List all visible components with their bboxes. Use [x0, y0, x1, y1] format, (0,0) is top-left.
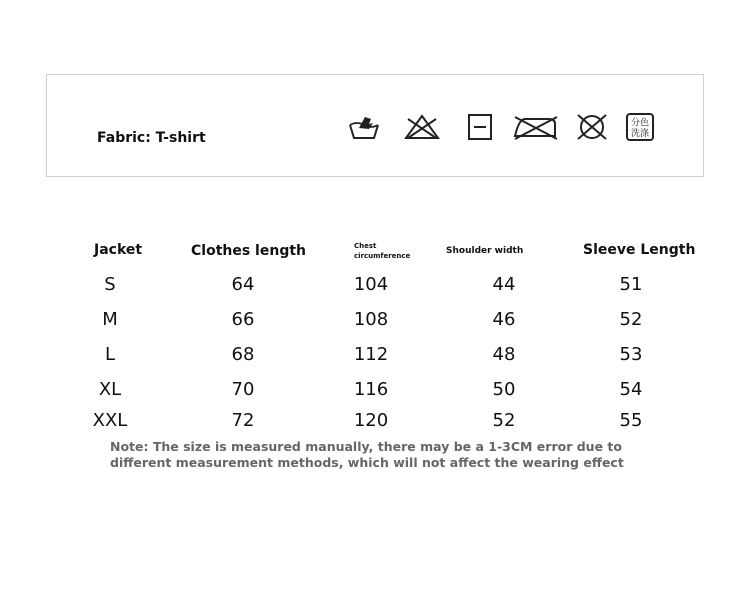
cell-sleeve: 54 [619, 379, 643, 400]
cell-size: S [104, 274, 116, 295]
cell-shoulder: 46 [492, 309, 516, 330]
cell-sleeve: 52 [619, 309, 643, 330]
header-size: Jacket [94, 242, 143, 258]
svg-text:洗涤: 洗涤 [630, 129, 650, 139]
cell-shoulder: 48 [492, 344, 516, 365]
cell-chest: 104 [353, 274, 389, 295]
svg-text:分色: 分色 [630, 118, 650, 129]
cell-chest: 112 [353, 344, 389, 365]
cell-length: 68 [231, 344, 255, 365]
header-chest: Chest circumference [354, 242, 411, 260]
fabric-label: Fabric: T-shirt [97, 130, 206, 146]
cell-shoulder: 50 [492, 379, 516, 400]
header-sleeve-length: Sleeve Length [583, 242, 696, 258]
header-clothes-length: Clothes length [191, 243, 306, 259]
size-note: Note: The size is measured manually, there may be a 1-3CM error due to different measurement methods, which will not affect the wearing effect [110, 439, 624, 470]
cell-size: XXL [92, 410, 128, 431]
cell-sleeve: 55 [619, 410, 643, 431]
cell-size: L [104, 344, 116, 365]
cell-length: 70 [231, 379, 255, 400]
cell-chest: 116 [353, 379, 389, 400]
cell-size: M [102, 309, 118, 330]
header-shoulder-width: Shoulder width [446, 246, 524, 256]
cell-length: 72 [231, 410, 255, 431]
cell-length: 66 [231, 309, 255, 330]
cell-size: XL [98, 379, 122, 400]
cell-length: 64 [231, 274, 255, 295]
cell-sleeve: 53 [619, 344, 643, 365]
cell-shoulder: 44 [492, 274, 516, 295]
cell-chest: 108 [353, 309, 389, 330]
cell-sleeve: 51 [619, 274, 643, 295]
cell-chest: 120 [353, 410, 389, 431]
cell-shoulder: 52 [492, 410, 516, 431]
